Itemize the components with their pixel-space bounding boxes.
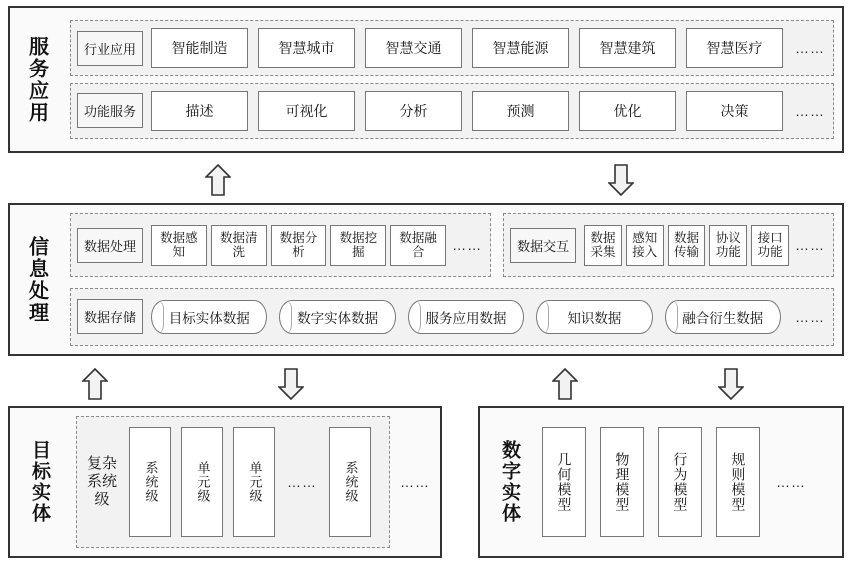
data-exchange-ellipsis: …… xyxy=(795,237,826,254)
digital-entity-item[interactable] xyxy=(600,427,644,537)
functional-service-item[interactable]: 预测 xyxy=(472,91,569,131)
digital-entity-item-label: 物理模型 xyxy=(614,452,631,512)
industry-app-item[interactable]: 智慧建筑 xyxy=(579,28,676,68)
data-storage-item[interactable]: 目标实体数据 xyxy=(151,300,267,334)
industry-application-row xyxy=(70,20,834,76)
complex-system-label: 复杂系统级 xyxy=(86,455,117,508)
data-storage-item[interactable]: 服务应用数据 xyxy=(408,300,524,334)
target-entity-item[interactable] xyxy=(233,427,275,537)
complex-system-ellipsis: …… xyxy=(287,474,317,490)
digital-down-arrow xyxy=(718,368,744,400)
data-storage-item[interactable]: 融合衍生数据 xyxy=(665,300,781,334)
industry-app-item[interactable]: 智能制造 xyxy=(151,28,248,68)
data-exchange-cells xyxy=(584,225,827,266)
digital-entity-title: 数字实体 xyxy=(498,440,520,524)
functional-service-item[interactable]: 分析 xyxy=(365,91,462,131)
digital-entity-item-label: 规则模型 xyxy=(730,452,747,512)
industry-application-label: 行业应用 xyxy=(77,31,143,66)
functional-service-ellipsis: …… xyxy=(795,102,826,119)
data-processing-item[interactable]: 数据分析 xyxy=(271,225,327,266)
industry-app-item[interactable]: 智慧能源 xyxy=(472,28,569,68)
data-exchange-group xyxy=(503,213,834,277)
data-exchange-label: 数据交互 xyxy=(510,228,576,263)
data-processing-group xyxy=(70,213,491,277)
digital-up-arrow xyxy=(552,368,578,400)
target-entity-item-label: 单元级 xyxy=(247,461,263,503)
data-storage-item[interactable]: 数字实体数据 xyxy=(279,300,395,334)
target-entity-ellipsis: …… xyxy=(400,474,430,490)
data-exchange-item[interactable]: 接口功能 xyxy=(751,225,789,266)
target-entity-item-label: 系统级 xyxy=(143,461,159,503)
functional-service-row xyxy=(70,83,834,139)
service-down-arrow xyxy=(608,164,634,196)
data-storage-ellipsis: …… xyxy=(794,308,825,325)
target-entity-item-label: 系统级 xyxy=(343,461,359,503)
information-top-row xyxy=(70,213,834,277)
data-storage-label: 数据存储 xyxy=(77,299,143,334)
target-entity-item[interactable] xyxy=(181,427,223,537)
functional-service-item[interactable]: 决策 xyxy=(686,91,783,131)
functional-service-cells xyxy=(151,91,827,131)
industry-application-cells xyxy=(151,28,827,68)
data-processing-item[interactable]: 数据清洗 xyxy=(211,225,267,266)
data-processing-item[interactable]: 数据挖掘 xyxy=(330,225,386,266)
data-processing-item[interactable]: 数据感知 xyxy=(151,225,207,266)
information-processing-body xyxy=(62,205,842,354)
data-exchange-item[interactable]: 感知接入 xyxy=(626,225,664,266)
data-processing-item[interactable]: 数据融合 xyxy=(390,225,446,266)
data-exchange-item[interactable]: 数据采集 xyxy=(584,225,622,266)
data-processing-label: 数据处理 xyxy=(77,228,143,263)
target-up-arrow xyxy=(82,368,108,400)
service-application-title: 服务应用 xyxy=(25,35,48,124)
target-entity-item[interactable] xyxy=(129,427,171,537)
functional-service-item[interactable]: 优化 xyxy=(579,91,676,131)
information-processing-title: 信息处理 xyxy=(25,235,48,324)
target-entity-item-label: 单元级 xyxy=(195,461,211,503)
target-entity-item[interactable] xyxy=(329,427,371,537)
data-storage-cells xyxy=(151,300,827,334)
industry-app-item[interactable]: 智慧城市 xyxy=(258,28,355,68)
information-processing-layer xyxy=(8,203,844,356)
digital-entity-layer xyxy=(478,406,844,558)
digital-entity-item[interactable] xyxy=(716,427,760,537)
functional-service-item[interactable]: 可视化 xyxy=(258,91,355,131)
industry-application-ellipsis: …… xyxy=(795,40,826,57)
service-application-body xyxy=(62,8,842,151)
target-entity-title: 目标实体 xyxy=(28,440,50,524)
functional-service-label: 功能服务 xyxy=(77,93,143,128)
complex-system-group xyxy=(76,416,390,548)
target-entity-layer xyxy=(8,406,442,558)
digital-entity-item[interactable] xyxy=(658,427,702,537)
data-storage-item[interactable]: 知识数据 xyxy=(536,300,652,334)
data-exchange-item[interactable]: 数据传输 xyxy=(668,225,706,266)
digital-entity-item-label: 行为模型 xyxy=(672,452,689,512)
data-storage-row xyxy=(70,288,834,346)
target-down-arrow xyxy=(278,368,304,400)
data-processing-cells xyxy=(151,225,484,266)
digital-entity-item[interactable] xyxy=(542,427,586,537)
digital-entity-item-label: 几何模型 xyxy=(556,452,573,512)
digital-entity-ellipsis: …… xyxy=(776,474,806,490)
industry-app-item[interactable]: 智慧医疗 xyxy=(686,28,783,68)
industry-app-item[interactable]: 智慧交通 xyxy=(365,28,462,68)
target-entity-body xyxy=(68,408,440,556)
service-up-arrow xyxy=(205,164,231,196)
data-processing-ellipsis: …… xyxy=(452,237,483,254)
data-exchange-item[interactable]: 协议功能 xyxy=(709,225,747,266)
service-application-layer xyxy=(8,6,844,153)
digital-entity-body xyxy=(538,408,842,556)
functional-service-item[interactable]: 描述 xyxy=(151,91,248,131)
